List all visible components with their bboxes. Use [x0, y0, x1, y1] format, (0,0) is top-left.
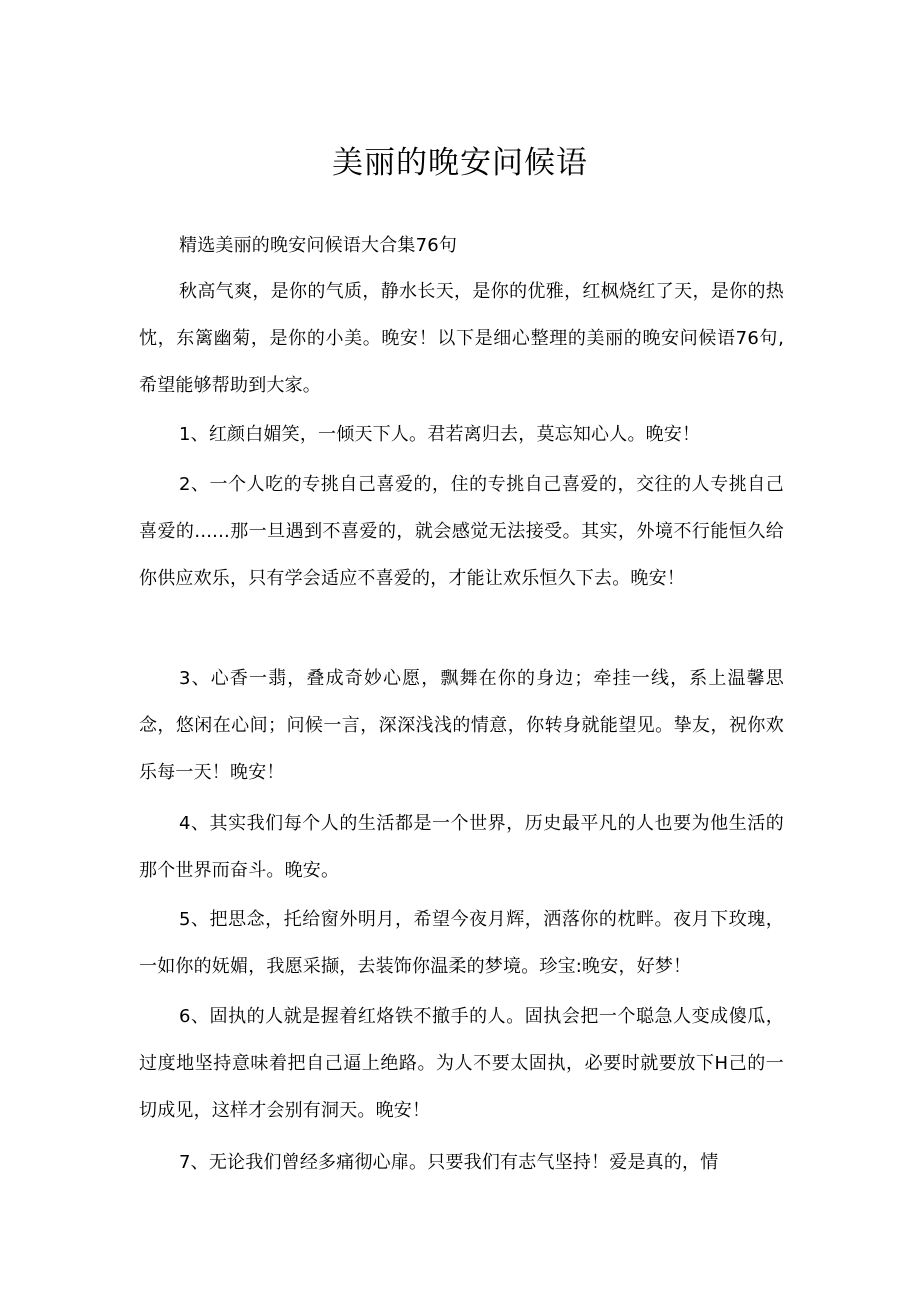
greeting-item-6: 6、固执的人就是握着红烙铁不撤手的人。固执会把一个聪急人变成傻瓜，过度地坚持意味着把自己逼上绝路。为人不要太固执，必要时就要放下H己的一切成见，这样才会别有洞天。晚安！ [139, 1006, 784, 1121]
greeting-item-4: 4、其实我们每个人的生活都是一个世界，历史最平凡的人也要为他生活的那个世界而奋斗。晚安。 [139, 813, 784, 881]
intro-paragraph: 秋高气爽，是你的气质，静水长天，是你的优雅，红枫烧红了天，是你的热忱，东篱幽菊，是你的小美。晚安！以下是细心整理的美丽的晚安问候语76句, 希望能够帮助到大家。 [139, 281, 784, 396]
greeting-item-5: 5、把思念，托给窗外明月，希望今夜月辉，洒落你的枕畔。夜月下玫瑰，一如你的妩媚，我愿采撷，去装饰你温柔的梦境。珍宝:晚安，好梦！ [139, 909, 784, 977]
greeting-item-3: 3、心香一翡，叠成奇妙心愿，飘舞在你的身边；牵挂一线，系上温馨思念，悠闲在心间；问候一言，深深浅浅的情意，你转身就能望见。挚友，祝你欢乐每一天！晚安！ [139, 668, 784, 783]
document-subtitle: 精选美丽的晚安问候语大合集76句 [179, 235, 458, 256]
document-title: 美丽的晚安问候语 [332, 145, 588, 181]
greeting-item-7: 7、无论我们曾经多痛彻心扉。只要我们有志气坚持！爱是真的，情 [179, 1152, 719, 1173]
greeting-item-2: 2、一个人吃的专挑自己喜爱的，住的专挑自己喜爱的，交往的人专挑自己喜爱的......那一旦遇到不喜爱的，就会感觉无法接受。其实，外境不行能恒久给你供应欢乐，只有学会适应不喜爱的，才能让欢乐恒久下去。晚安！ [139, 474, 784, 589]
greeting-item-1: 1、红颜白媚笑，一倾天下人。君若离归去，莫忘知心人。晚安！ [179, 424, 701, 445]
